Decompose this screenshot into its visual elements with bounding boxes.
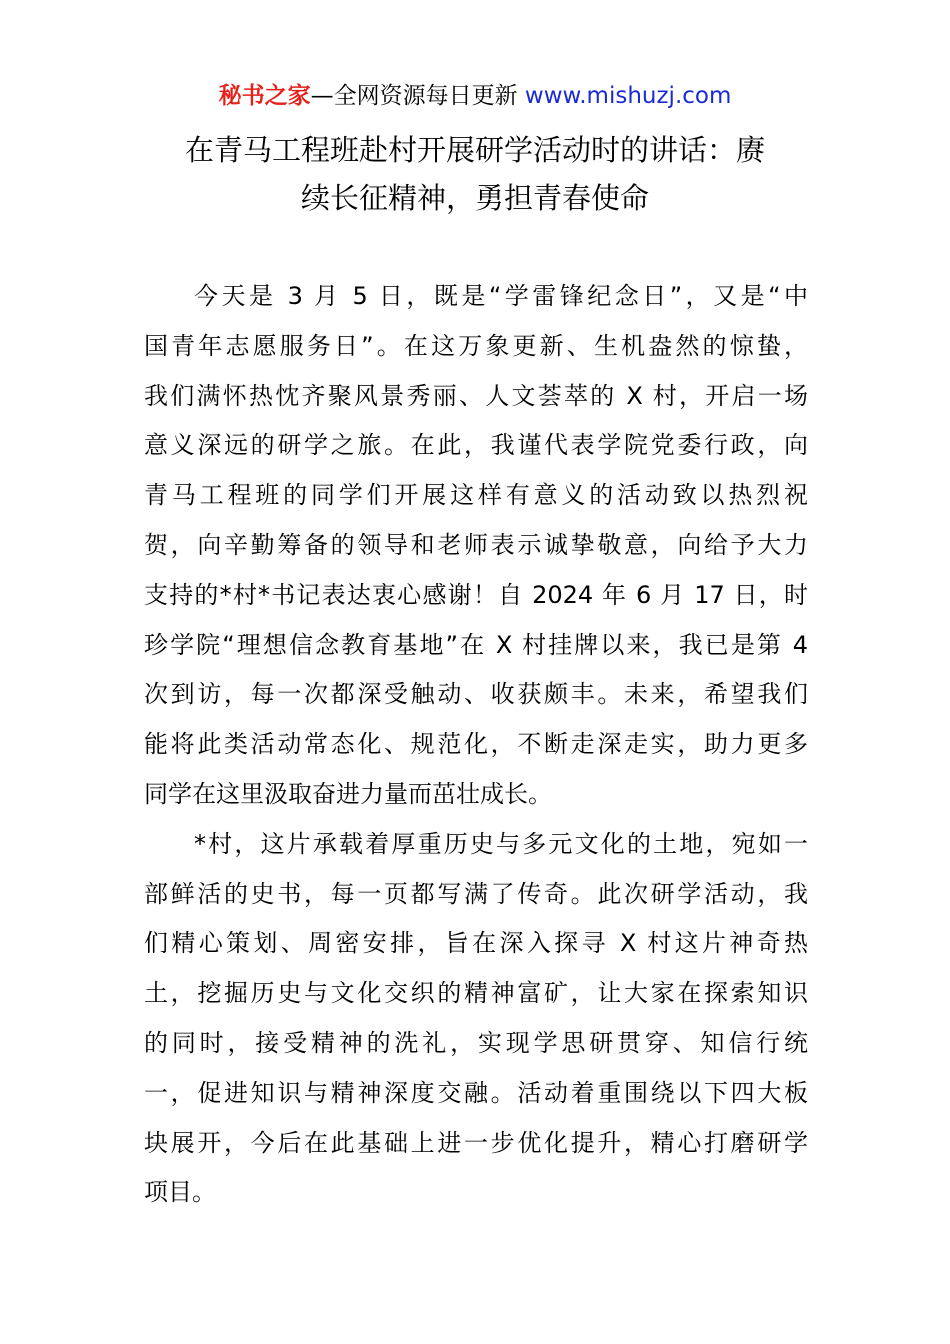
site-header (0, 80, 950, 112)
paragraph-line: 珍学院“理想信念教育基地”在 X 村挂牌以来，我已是第 4 (144, 630, 808, 659)
paragraph-line: 同学在这里汲取奋进力量而茁壮成长。 (144, 779, 552, 808)
paragraph-line: 土，挖掘历史与文化交织的精神富矿，让大家在探索知识 (144, 979, 808, 1008)
paragraph-line: 能将此类活动常态化、规范化，不断走深走实，助力更多 (144, 730, 808, 759)
paragraph-line: *村，这片承载着厚重历史与多元文化的土地，宛如一 (194, 829, 808, 858)
paragraph-line: 们精心策划、周密安排，旨在深入探寻 X 村这片神奇热 (144, 929, 808, 958)
paragraph-line: 意义深远的研学之旅。在此，我谨代表学院党委行政，向 (144, 431, 808, 460)
paragraph-line: 我们满怀热忱齐聚风景秀丽、人文荟萃的 X 村，开启一场 (144, 381, 808, 410)
paragraph-line: 今天是 3 月 5 日，既是“学雷锋纪念日”，又是“中 (194, 282, 808, 310)
site-name: 秘书之家 (218, 83, 311, 109)
title-line-1: 在青马工程班赴村开展研学活动时的讲话：赓 (184, 133, 765, 167)
paragraph-line: 块展开，今后在此基础上进一步优化提升，精心打磨研学 (144, 1128, 808, 1157)
paragraph-line: 部鲜活的史书，每一页都写满了传奇。此次研学活动，我 (144, 879, 808, 908)
title-line-2: 续长征精神，勇担青春使命 (300, 181, 649, 215)
paragraph-line: 一，促进知识与精神深度交融。活动着重围绕以下四大板 (144, 1078, 808, 1107)
document-body (144, 272, 808, 1218)
paragraph-line: 青马工程班的同学们开展这样有意义的活动致以热烈祝 (144, 481, 808, 510)
paragraph-1 (144, 272, 808, 820)
paragraph-line: 支持的*村*书记表达衷心感谢！自 2024 年 6 月 17 日，时 (144, 580, 808, 609)
document-title (140, 126, 810, 222)
site-url-link[interactable]: www.mishuzj.com (524, 83, 732, 109)
paragraph-line: 贺，向辛勤筹备的领导和老师表示诚挚敬意，向给予大力 (144, 530, 808, 559)
paragraph-line: 项目。 (144, 1178, 216, 1207)
site-tagline: —全网资源每日更新 (310, 83, 525, 109)
paragraph-line: 的同时，接受精神的洗礼，实现学思研贯穿、知信行统 (144, 1028, 808, 1057)
paragraph-line: 国青年志愿服务日”。在这万象更新、生机盎然的惊蛰， (144, 331, 808, 360)
paragraph-line: 次到访，每一次都深受触动、收获颇丰。未来，希望我们 (144, 680, 808, 709)
paragraph-2 (144, 820, 808, 1218)
